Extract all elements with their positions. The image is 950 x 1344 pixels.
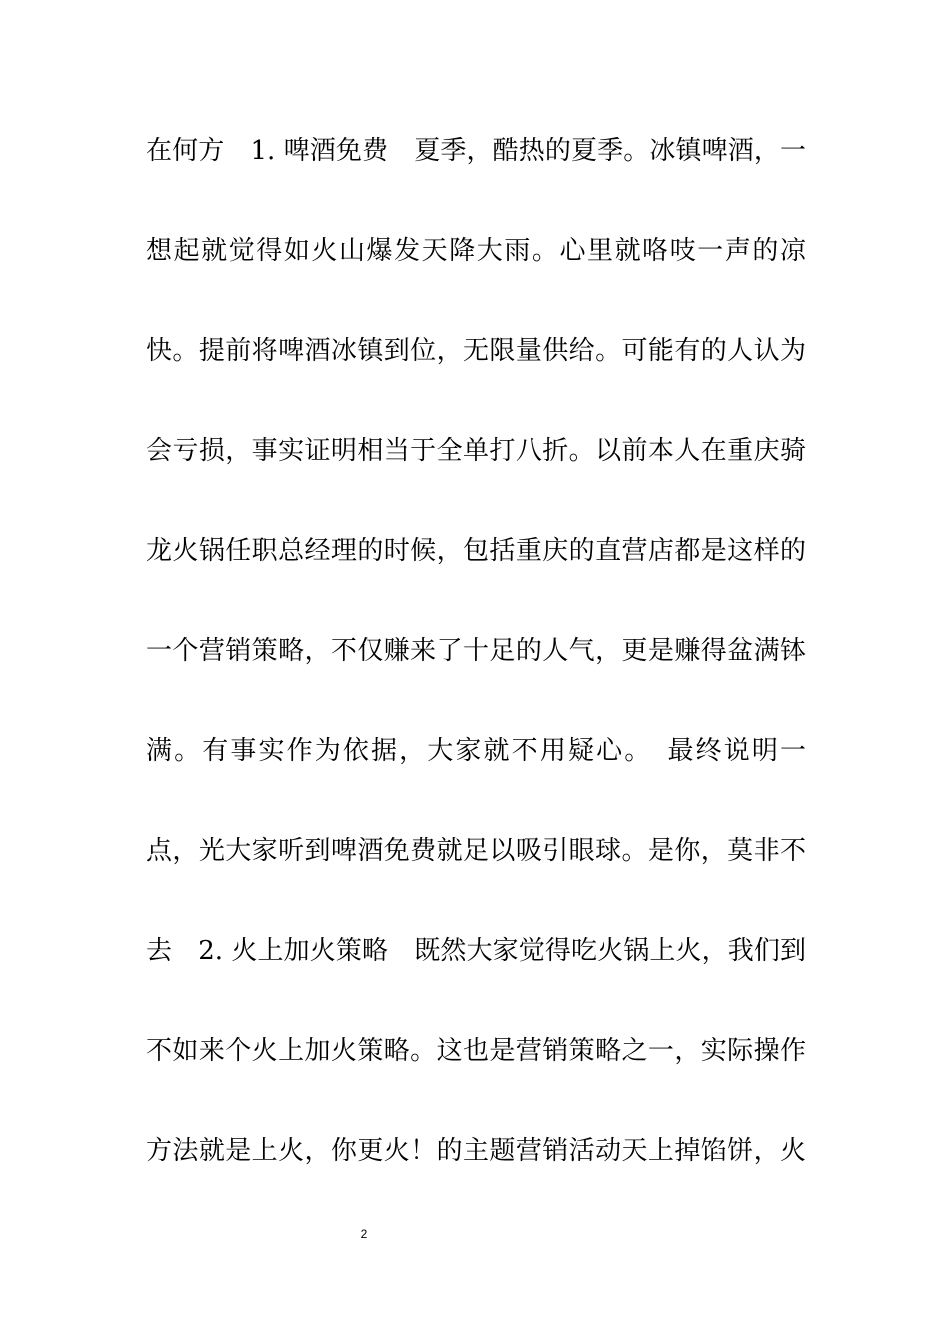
text-line: 点，光大家听到啤酒免费就足以吸引眼球。是你，莫非不 xyxy=(146,836,806,866)
page-number: 2 xyxy=(360,1227,368,1241)
text-line: 快。提前将啤酒冰镇到位，无限量供给。可能有的人认为 xyxy=(146,336,806,366)
text-line: 满。有事实作为依据，大家就不用疑心。 最终说明一 xyxy=(146,736,806,766)
text-line: 不如来个火上加火策略。这也是营销策略之一，实际操作 xyxy=(146,1036,806,1066)
text-line: 在何方 1. 啤酒免费 夏季，酷热的夏季。冰镇啤酒，一 xyxy=(146,136,806,166)
text-line: 想起就觉得如火山爆发天降大雨。心里就咯吱一声的凉 xyxy=(146,236,806,266)
text-line: 龙火锅任职总经理的时候，包括重庆的直营店都是这样的 xyxy=(146,536,806,566)
text-line: 方法就是上火，你更火！的主题营销活动天上掉馅饼，火 xyxy=(146,1136,806,1166)
text-line: 会亏损，事实证明相当于全单打八折。以前本人在重庆骑 xyxy=(146,436,806,466)
text-line: 去 2. 火上加火策略 既然大家觉得吃火锅上火，我们到 xyxy=(146,936,806,966)
text-line: 一个营销策略，不仅赚来了十足的人气，更是赚得盆满钵 xyxy=(146,636,806,666)
